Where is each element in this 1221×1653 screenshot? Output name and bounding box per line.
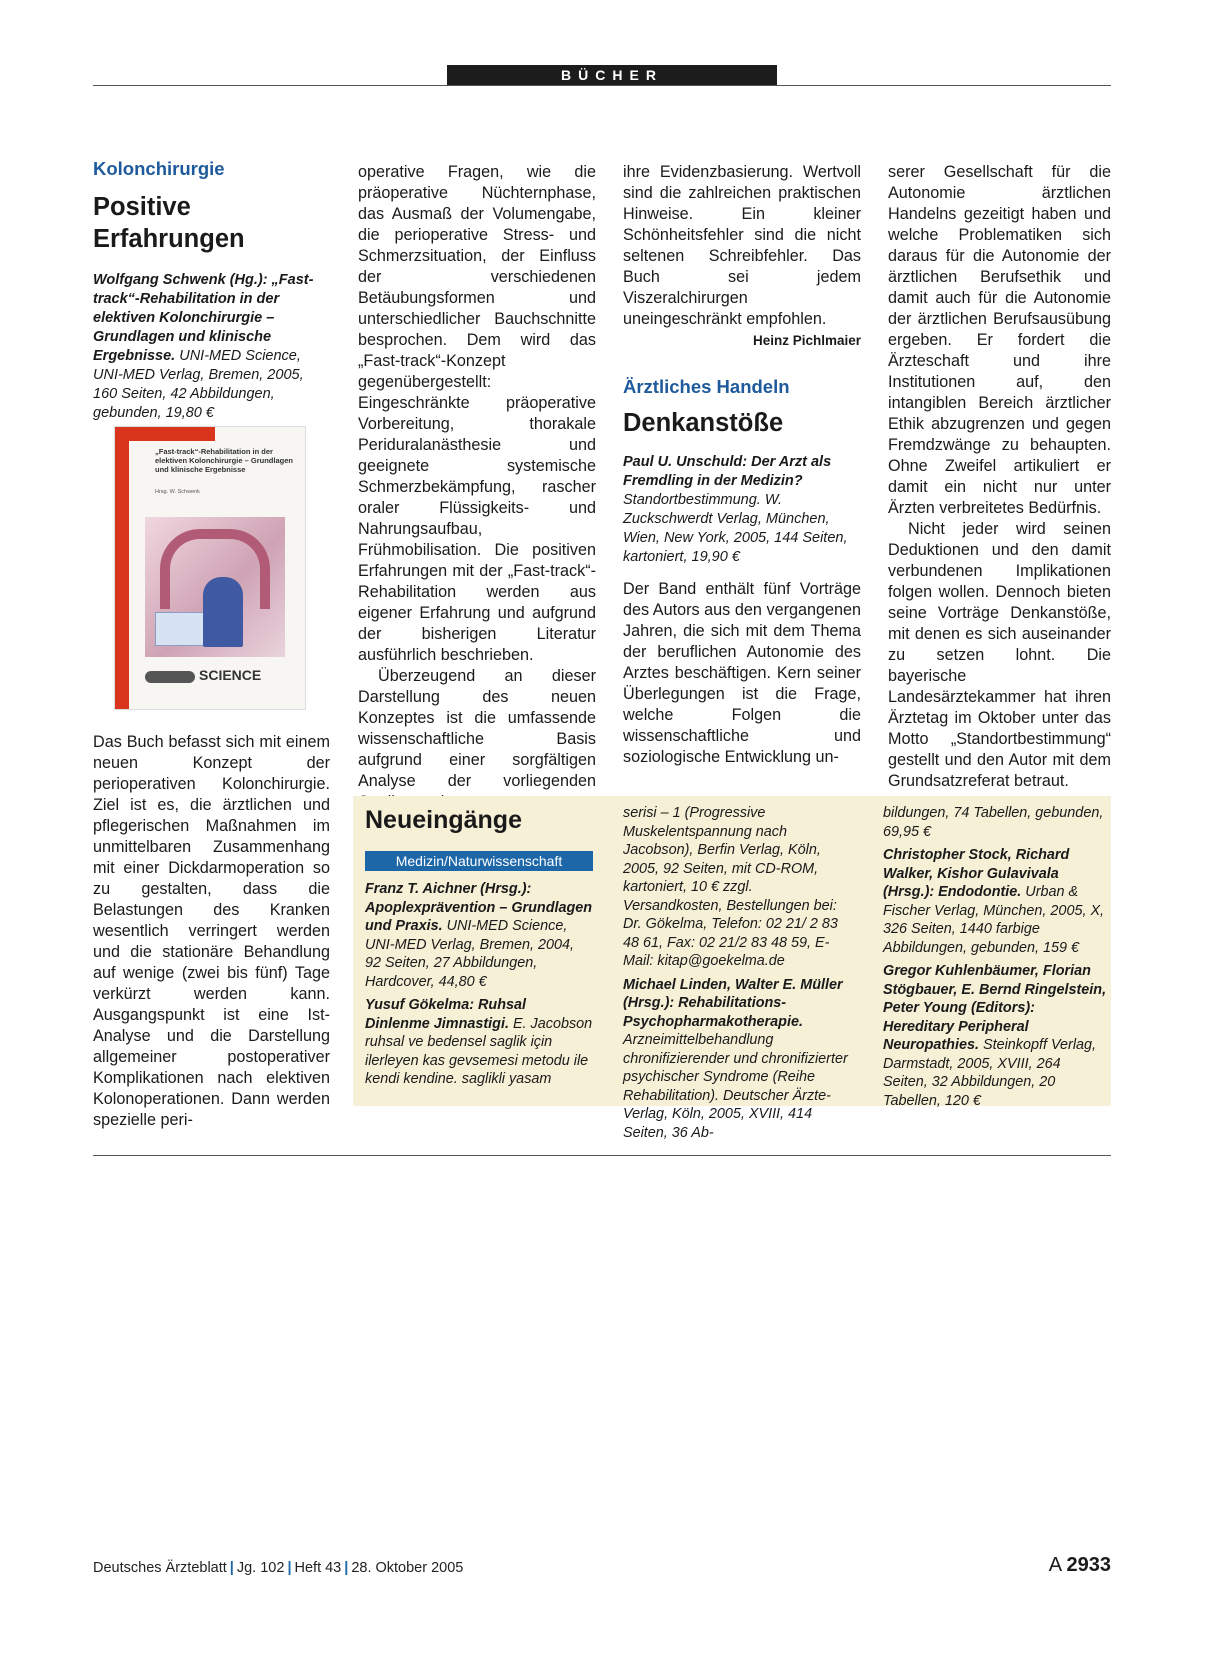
column-2 — [358, 162, 596, 813]
cover-title: „Fast-track“-Rehabilitation in der elektiven Kolonchirurgie – Grundlagen und klinische Ergebnisse — [155, 447, 293, 474]
article1-body-col2-p1: operative Fragen, wie die präoperative Nüchternphase, das Ausmaß der Volumengabe, die perioperative Stress- und Schmerzsituation, der Einfluss der verschiedenen Betäubungsformen und unterschiedlicher Bauchschnitte besprochen. Dem wird das „Fast-track“-Konzept gegenübergestellt: Eingeschränkte präoperative Vorbereitung, thorakale Periduralanästhesie und geeignete systemische Schmerzbekämpfung, rascher oraler Flüssigkeits- und Nahrungsaufbau, Frühmobilisation. Die positiven Erfahrungen mit der „Fast-track“-Rehabilitation werden aus eigener Erfahrung und aufgrund der bisherigen Literatur ausführlich beschrieben. — [358, 163, 596, 664]
column-4 — [888, 162, 1111, 813]
top-rule — [93, 85, 1111, 86]
publisher-logo-text: SCIENCE — [199, 667, 262, 683]
article2-ref-bold: Paul U. Unschuld: Der Arzt als Fremdling in der Medizin? — [623, 454, 832, 489]
journal-issue: Heft 43 — [294, 1560, 342, 1576]
neueingaenge-box — [353, 796, 1111, 1141]
entry-details: Steinkopff Verlag, Darmstadt, 2005, XVIII, 264 Seiten, 32 Abbildungen, 20 Tabellen, 120 € — [883, 1037, 1097, 1109]
article1-ref-bold: Wolfgang Schwenk (Hg.): „Fast-track“-Rehabilitation in der elektiven Kolonchirurgie – Grundlagen und klinische Ergebnisse. — [93, 272, 314, 364]
article1-title — [93, 191, 330, 255]
footer — [93, 1560, 463, 1576]
article1-author: Heinz Pichlmaier — [752, 333, 861, 348]
cover-subtitle: Hrsg. W. Schwenk — [155, 489, 200, 495]
list-item — [883, 804, 1107, 841]
column-3 — [623, 162, 861, 768]
article2-body-col3: Der Band enthält fünf Vorträge des Autors aus den vergangenen Jahren, die sich mit dem Thema der beruflichen Autonomie des Arztes beschäftigen. Kern seiner Überlegungen ist die Frage, welche Folgen die wissenschaftliche und soziologische Entwicklung un- — [623, 580, 861, 766]
article1-ref-rest: UNI-MED Science, UNI-MED Verlag, Bremen, 2005, 160 Seiten, 42 Abbildungen, gebunden, 19,80 € — [93, 348, 304, 421]
journal-volume: Jg. 102 — [236, 1560, 285, 1576]
cover-red-bar — [115, 427, 129, 709]
article2-reference — [623, 453, 861, 567]
entry-details: Arzneimittelbehandlung chronifizierender und chronifizierter psychischer Syndrome (Reihe Rehabilitation). Deutscher Ärzte-Verlag, Köln, 2005, XVIII, 414 Seiten, 36 Ab- — [623, 1032, 848, 1141]
person-graphic — [203, 577, 243, 647]
entry-details: UNI-MED Science, UNI-MED Verlag, Bremen, 2004, 92 Seiten, 27 Abbildungen, Hardcover, 44,80 € — [365, 918, 575, 990]
entry-details: bildungen, 74 Tabellen, gebunden, 69,95 € — [883, 805, 1104, 840]
article2-body-col4-p2 — [888, 519, 1111, 792]
section-label: BÜCHER — [447, 65, 777, 85]
entry-details: Urban & Fischer Verlag, München, 2005, X, 326 Seiten, 1440 farbige Abbildungen, gebunden, 159 € — [883, 884, 1105, 956]
cover-illustration — [145, 517, 285, 657]
neueingaenge-col3 — [883, 804, 1107, 1115]
neueingaenge-col1 — [365, 880, 593, 1094]
page-number — [1049, 1554, 1111, 1577]
article1-reference — [93, 271, 330, 423]
article2-category: Ärztliches Handeln — [623, 376, 790, 397]
cover-red-top — [115, 427, 215, 441]
journal-name: Deutsches Ärzteblatt — [93, 1560, 227, 1576]
page-prefix: A — [1048, 1554, 1061, 1576]
entry-details: E. Jacobson ruhsal ve bedensel saglik için ilerleyen kas gevsemesi metodu ile kendi kendine. saglikli yasam — [365, 1015, 593, 1087]
column-1 — [93, 158, 330, 423]
journal-date: 28. Oktober 2005 — [351, 1560, 464, 1576]
neueingaenge-category-tag: Medizin/Naturwissenschaft — [365, 851, 593, 871]
column-1-body — [93, 732, 330, 1131]
list-item — [883, 846, 1107, 957]
article2-ref-rest: Standortbestimmung. W. Zuckschwerdt Verlag, München, Wien, New York, 2005, 144 Seiten, kartoniert, 19,90 € — [623, 492, 848, 565]
list-item — [623, 804, 853, 971]
article1-body-col1: Das Buch befasst sich mit einem neuen Konzept der perioperativen Kolonchirurgie. Ziel ist es, die ärztlichen und pflegerischen Maßnahmen im unmittelbaren Zusammenhang mit einer Dickdarmoperation so zu gestalten, dass die Belastungen des Kranken wesentlich verringert werden und die stationäre Behandlung auf wenige (zwei bis fünf) Tage verkürzt werden kann. Ausgangspunkt ist eine Ist-Analyse und die Darstellung allgemeiner postoperativer Komplikationen nach elektiven Kolonoperationen. Dann werden spezielle peri- — [93, 733, 330, 1129]
footer-separator: | — [229, 1560, 234, 1576]
entry-title: Gregor Kuhlenbäumer, Florian Stögbauer, E. Bernd Ringelstein, Peter Young (Editors): Hereditary Peripheral Neuropathies. — [883, 963, 1107, 1053]
article1-col3-text: ihre Evidenzbasierung. Wertvoll sind die zahlreichen praktischen Hinweise. Ein kleiner Schönheitsfehler sind die nicht seltenen Schreibfehler. Das Buch sei jedem Viszeralchirurgen uneingeschränkt empfohlen. — [623, 163, 861, 328]
publisher-logo-mark — [145, 671, 195, 683]
article2-title: Denkanstöße — [623, 409, 784, 437]
entry-details: serisi – 1 (Progressive Muskelentspannung nach Jacobson), Berfin Verlag, Köln, 2005, 92 Seiten, mit CD-ROM, kartoniert, 10 € zzgl. Versandkosten, Bestellungen bei: Dr. Gökelma, Telefon: 02 21/ 2 83 48 61, Fax: 02 21/2 83 48 59, E-Mail: kitap@goekelma.de — [623, 805, 838, 969]
neueingaenge-col2 — [623, 804, 853, 1147]
entry-title: Christopher Stock, Richard Walker, Kishor Gulavivala (Hrsg.): Endodontie. — [883, 847, 1070, 900]
entry-title: Franz T. Aichner (Hrsg.): Apoplexprävention – Grundlagen und Praxis. — [365, 881, 593, 934]
footer-separator: | — [344, 1560, 349, 1576]
entry-title: Yusuf Gökelma: Ruhsal Dinlenme Jimnastigi. — [365, 997, 526, 1032]
list-item — [623, 976, 853, 1143]
article1-body-col3 — [623, 162, 861, 348]
publisher-logo — [145, 667, 295, 687]
article1-title-line1: Positive — [93, 193, 191, 221]
list-item — [365, 880, 593, 991]
article1-body-col2-p2: Überzeugend an dieser Darstellung des neuen Konzeptes ist die umfassende wissenschaftliche Basis aufgrund einer sorgfältigen Analyse der vorliegenden — [358, 667, 596, 790]
article2-body-col4-p1: serer Gesellschaft für die Autonomie ärztlichen Handelns gezeitigt haben und welche Problematiken sich daraus für die Autonomie der ärztlichen Berufsethik und damit auch für die Autonomie der ärztlichen Berufsausübung ergeben. Er fordert die Ärzteschaft und ihre Institutionen auf, den intangiblen Bereich ärztlicher Ethik abzugrenzen und gegen Fremdzwänge zu behaupten. Ohne Zweifel artikuliert er damit ein nicht nur unter Ärzten verbreitetes Bedürfnis. — [888, 163, 1111, 517]
article2-col4-p2-text: Nicht jeder wird seinen Deduktionen und den damit verbundenen Implikationen folgen wollen. Dennoch bieten seine Vorträge Denkanstöße, mit denen es sich auseinander zu setzen lohnt. Die bayerische Landesärztekammer hat ihren Ärztetag im Oktober unter das Motto „Standortbestimmung“ gestellt und den Autor mit dem Grundsatzreferat betraut. — [888, 520, 1111, 790]
article1-title-line2: Erfahrungen — [93, 225, 245, 253]
neueingaenge-title: Neueingänge — [365, 806, 522, 834]
footer-separator: | — [287, 1560, 292, 1576]
book-cover-image — [115, 427, 305, 709]
entry-title: Michael Linden, Walter E. Müller (Hrsg.): Rehabilitations-Psychopharmakotherapie. — [623, 976, 843, 1030]
page-number-value: 2933 — [1066, 1554, 1111, 1576]
list-item — [883, 962, 1107, 1110]
list-item — [365, 996, 593, 1089]
article1-category: Kolonchirurgie — [93, 158, 225, 179]
bottom-rule — [93, 1155, 1111, 1156]
